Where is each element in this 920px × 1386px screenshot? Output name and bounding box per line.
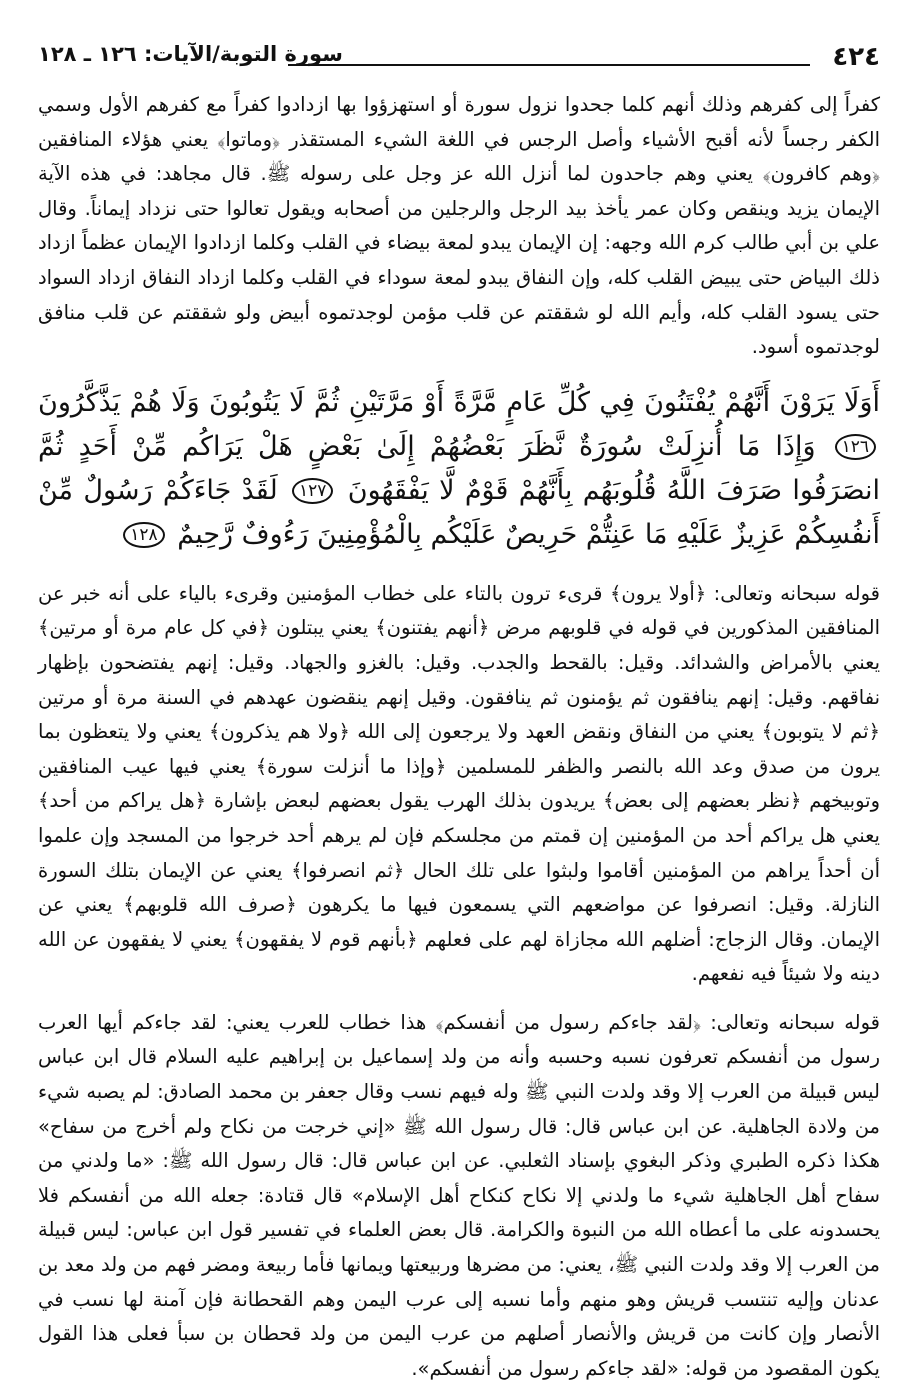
verse-number-126: ١٢٦ <box>835 434 876 460</box>
surah-title: سورة التوبة/الآيات: ١٢٦ ـ ١٢٨ <box>38 42 343 66</box>
commentary-paragraph-3: قوله سبحانه وتعالى: ﴿لقد جاءكم رسول من أنفسكم﴾ هذا خطاب للعرب يعني: لقد جاءكم أيها العرب رسول من أنفسكم تعرفون نسبه وحسبه وأنه من ولد إسماعيل بن إبراهيم عليه السلام قال ابن عباس ليس قبيلة من العرب إلا وقد ولدت النبي ﷺ وله فيهم نسب وقال جعفر بن محمد الصادق: لم يصبه شيء من ولادة الجاهلية. عن ابن عباس قال: قال رسول الله ﷺ «إني خرجت من نكاح ولم أخرج من سفاح» هكذا ذكره الطبري وذكر البغوي بإسناد الثعلبي. عن ابن عباس قال: قال رسول الله ﷺ: «ما ولدني من سفاح أهل الجاهلية شيء ما ولدني إلا نكاح كنكاح أهل الإسلام» قال قتادة: جعله الله من أنفسكم فلا يحسدونه على ما أعطاه الله من النبوة والكرامة. قال بعض العلماء في تفسير قول ابن عباس: ليس قبيلة من العرب إلا وقد ولدت النبي ﷺ، يعني: من مضرها وربيعتها ويمانها فأما ربيعة ومضر فهم من ولد معد بن عدنان وإليه تنتسب قريش وهو منهم وأما نسبه إلى عرب اليمن وهم القحطانة فإن آمنة لها نسب في الأنصار وإن كانت من قريش والأنصار أصلهم من عرب اليمن من ولد قحطان بن سبأ فعلى هذا القول يكون المقصود من قوله: «لقد جاءكم رسول من أنفسكم». <box>38 1010 880 1380</box>
commentary-paragraph-1: كفراً إلى كفرهم وذلك أنهم كلما جحدوا نزول سورة أو استهزؤوا بها ازدادوا كفراً مع كفرهم الأول وسمي الكفر رجساً لأنه أقبح الأشياء وأصل الرجس في اللغة الشيء المستقذر ﴿وماتوا﴾ يعني هؤلاء المنافقين ﴿وهم كافرون﴾ يعني وهم جاحدون لما أنزل الله عز وجل على رسوله ﷺ. قال مجاهد: في هذه الآية الإيمان يزيد وينقص وكان عمر يأخذ بيد الرجل والرجلين من أصحابه ويقول تعالوا حتى نزداد إيماناً. وقال علي بن أبي طالب كرم الله وجهه: إن الإيمان يبدو لمعة بيضاء في القلب وكلما ازدادوا الإيمان عظماً ازداد ذلك البياض حتى يبيض القلب كله، وإن النفاق يبدو لمعة سوداء في القلب وكلما ازداد النفاق ازداد السواد حتى يسود القلب كله، وأيم الله لو شققتم عن قلب مؤمن لوجدتموه أبيض ولو شققتم عن قلب منافق لوجدتموه أسود. <box>38 93 880 359</box>
page-header <box>38 42 880 82</box>
verse-number-127: ١٢٧ <box>292 478 333 504</box>
verse-number-128: ١٢٨ <box>123 522 164 548</box>
quran-verses-block <box>38 381 880 557</box>
verse-128-text: لَقَدْ جَاءَكُمْ رَسُولٌ مِّنْ أَنفُسِكُمْ عَزِيزٌ عَلَيْهِ مَا عَنِتُّمْ حَرِيصٌ عَلَيْكُم بِالْمُؤْمِنِينَ رَءُوفٌ رَّحِيمٌ <box>38 474 880 550</box>
header-rule <box>288 64 810 66</box>
book-page <box>38 42 881 1380</box>
verse-127-text: وَإِذَا مَا أُنزِلَتْ سُورَةٌ نَّظَرَ بَعْضُهُمْ إِلَىٰ بَعْضٍ هَلْ يَرَاكُم مِّنْ أَحَدٍ ثُمَّ انصَرَفُوا صَرَفَ اللَّهُ قُلُوبَهُم بِأَنَّهُمْ قَوْمٌ لَّا يَفْقَهُونَ <box>38 430 881 506</box>
commentary-paragraph-2: قوله سبحانه وتعالى: ﴿أولا يرون﴾ قرىء ترون بالتاء على خطاب المؤمنين وقرىء بالياء على أنه خبر عن المنافقين المذكورين في قوله في قلوبهم مرض ﴿أنهم يفتنون﴾ يعني يبتلون ﴿في كل عام مرة أو مرتين﴾ يعني بالأمراض والشدائد. وقيل: بالقحط والجدب. وقيل: بالغزو والجهاد. وقيل: إنهم يفتضحون بإظهار نفاقهم. وقيل: إنهم ينافقون ثم يؤمنون ثم ينافقون. وقيل إنهم ينقضون عهدهم في السنة مرة أو مرتين ﴿ثم لا يتوبون﴾ يعني من النفاق ونقض العهد ولا يرجعون إلى الله ﴿ولا هم يذكرون﴾ يعني ولا يتعظون بما يرون من صدق وعد الله بالنصر والظفر للمسلمين ﴿وإذا ما أنزلت سورة﴾ يعني فيها عيب المنافقين وتوبيخهم ﴿نظر بعضهم إلى بعض﴾ يريدون بذلك الهرب يقول بعضهم لبعض بإشارة ﴿هل يراكم من أحد﴾ يعني هل يراكم أحد من المؤمنين إن قمتم من مجلسكم فإن لم يرهم أحد خرجوا من المسجد وإن علموا أن أحداً يراهم من المؤمنين أقاموا ولبثوا على تلك الحال ﴿ثم انصرفوا﴾ يعني عن الإيمان بتلك السورة النازلة. وقيل: انصرفوا عن مواضعهم التي يسمعون فيها ما يكرهون ﴿صرف الله قلوبهم﴾ يعني عن الإيمان. وقال الزجاج: أضلهم الله مجازاة لهم على فعلهم ﴿بأنهم قوم لا يفقهون﴾ يعني لا يفقهون عن الله دينه ولا شيئاً فيه نفعهم. <box>38 581 880 986</box>
page-number: ٤٢٤ <box>832 42 880 72</box>
verse-126-text: أَوَلَا يَرَوْنَ أَنَّهُمْ يُفْتَنُونَ فِي كُلِّ عَامٍ مَّرَّةً أَوْ مَرَّتَيْنِ ثُمَّ لَا يَتُوبُونَ وَلَا هُمْ يَذَّكَّرُونَ <box>38 386 880 418</box>
